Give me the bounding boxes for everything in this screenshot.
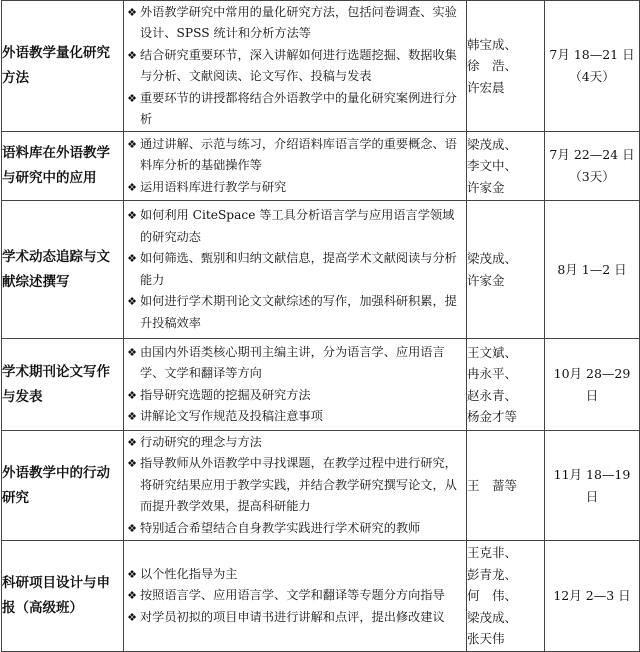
content-bullet-item [124,453,466,518]
content-bullet-text: 以个性化指导为主 [140,566,238,581]
course-dates [545,1,640,132]
date-line: 日 [585,488,599,504]
content-bullet-item [124,432,466,454]
course-row [2,201,640,339]
course-topic-line: 科研项目设计与申 [2,575,110,591]
course-teachers [467,541,545,652]
teacher-name: 韩宝成、 [467,36,518,52]
diamond-bullet-icon: ❖ [127,252,137,265]
diamond-bullet-icon: ❖ [127,457,137,471]
teacher-name: 王文斌、 [467,344,518,360]
course-teachers [467,1,545,132]
course-topic-line: 学术期刊论文写作 [2,363,110,380]
content-bullet-text: 如何筛选、甄别和归纳文献信息，提高学术文献阅读与分析能力 [140,251,457,287]
course-topic-line: 研究 [2,489,29,506]
date-line: （4天） [569,69,615,84]
course-topic-line: 与研究中的应用 [2,170,97,186]
content-bullet-item [124,205,466,248]
course-content [124,201,467,339]
course-topic [2,1,124,132]
content-bullet-text: 由国内外语类核心期刊主编主讲，分为语言学、应用语言学、文学和翻译等方向 [140,344,445,380]
course-topic-line: 方法 [2,70,29,86]
content-bullet-item [124,2,466,45]
content-bullet-text: 行动研究的理念与方法 [140,434,262,449]
course-row [2,132,640,201]
course-dates [545,201,640,339]
content-bullet-item [124,177,466,199]
content-bullet-text: 指导教师从外语教学中寻找课题，在教学过程中进行研究，将研究结果应用于教学实践，并结合教学研究撰写论文，从而提升教学效果，提高科研能力 [140,456,457,514]
content-bullet-text: 特别适合希望结合自身教学实践进行学术研究的教师 [140,520,421,535]
date-line: 12月 2—3 日 [553,588,631,603]
date-line: 10月 28—29 [553,365,631,381]
course-dates [545,132,640,201]
course-teachers [467,431,545,541]
content-bullet-item [124,45,466,88]
content-bullet-item [124,342,466,385]
teacher-name: 许宏晨 [467,79,505,95]
content-bullet-item [124,564,466,586]
teacher-name: 梁茂成、 [467,136,518,152]
course-row [2,339,640,431]
content-bullet-text: 对学员初拟的项目申请书进行讲解和点评，提出修改建议 [140,609,445,624]
course-topic-line: 外语教学中的行动 [2,464,110,481]
course-topic [2,201,124,339]
date-line: 7月 18—21 日 [549,47,635,62]
course-topic [2,431,124,541]
diamond-bullet-icon: ❖ [127,209,137,222]
teacher-name: 王 蔷等 [467,477,518,493]
date-line: 7月 22—24 日 [549,147,635,162]
course-topic-line: 与发表 [2,388,43,405]
course-topic-line: 献综述撰写 [2,273,70,290]
content-bullet-item [124,518,466,540]
content-bullet-text: 按照语言学、应用语言学、文学和翻译等专题分方向指导 [140,588,445,603]
content-bullet-text: 如何利用 CiteSpace 等工具分析语言学与应用语言学领域的研究动态 [140,208,455,244]
diamond-bullet-icon: ❖ [127,295,137,308]
content-bullet-item [124,291,466,334]
diamond-bullet-icon: ❖ [127,388,137,402]
diamond-bullet-icon: ❖ [127,521,137,535]
content-bullet-item [124,134,466,177]
course-row [2,1,640,132]
course-row [2,541,640,652]
content-bullet-text: 运用语料库进行教学与研究 [140,179,287,194]
content-bullet-text: 结合研究重要环节，深入讲解如何进行选题挖掘、数据收集与分析、文献阅读、论文写作、投稿与发表 [140,47,457,83]
course-topic [2,541,124,652]
content-bullet-text: 重要环节的讲授都将结合外语教学中的量化研究案例进行分析 [140,90,457,126]
teacher-name: 许家金 [467,272,505,288]
course-topic-line: 语料库在外语教学 [2,145,110,161]
course-row [2,431,640,541]
diamond-bullet-icon: ❖ [127,589,137,603]
teacher-name: 赵永青、 [467,387,518,403]
course-topic-line: 学术动态追踪与文 [2,248,110,265]
diamond-bullet-icon: ❖ [127,137,137,151]
content-bullet-item [124,385,466,407]
diamond-bullet-icon: ❖ [127,435,137,449]
course-topic [2,132,124,201]
course-topic-line: 外语教学量化研究 [2,45,110,61]
course-topic [2,339,124,431]
diamond-bullet-icon: ❖ [127,48,137,62]
course-content [124,1,467,132]
course-teachers [467,132,545,201]
content-bullet-item [124,607,466,629]
diamond-bullet-icon: ❖ [127,410,137,423]
content-bullet-item [124,248,466,291]
teacher-name: 冉永平、 [467,366,518,381]
diamond-bullet-icon: ❖ [127,180,137,194]
course-schedule-table [1,0,640,652]
date-line: （3天） [569,169,615,184]
teacher-name: 许家金 [467,179,505,195]
diamond-bullet-icon: ❖ [127,567,137,581]
date-line: 日 [585,387,599,403]
content-bullet-text: 讲解论文写作规范及投稿注意事项 [140,409,323,423]
course-content [124,339,467,431]
course-dates [545,431,640,541]
date-line: 11月 18—19 [553,466,631,482]
content-bullet-text: 外语教学研究中常用的量化研究方法，包括问卷调查、实验设计、SPSS 统计和分析方法等 [140,4,457,40]
date-line: 8月 1—2 日 [557,261,627,277]
course-content [124,431,467,541]
schedule-body [2,1,640,652]
content-bullet-item [124,406,466,428]
diamond-bullet-icon: ❖ [127,91,137,105]
teacher-name: 张天伟 [467,631,505,647]
teacher-name: 梁茂成、 [467,609,518,625]
course-topic-line: 报（高级班） [2,600,83,616]
content-bullet-text: 通过讲解、示范与练习，介绍语料库语言学的重要概念、语料库分析的基础操作等 [140,136,457,173]
course-teachers [467,339,545,431]
teacher-name: 梁茂成、 [467,251,518,266]
teacher-name: 杨金才等 [467,409,518,424]
content-bullet-item [124,88,466,131]
teacher-name: 何 伟、 [467,588,518,604]
content-bullet-item [124,585,466,607]
course-teachers [467,201,545,339]
teacher-name: 徐 浩、 [467,58,518,74]
course-dates [545,541,640,652]
teacher-name: 彭青龙、 [467,566,518,582]
content-bullet-text: 指导研究选题的挖掘及研究方法 [140,387,311,402]
teacher-name: 李文中、 [467,158,518,174]
diamond-bullet-icon: ❖ [127,5,137,19]
content-bullet-text: 如何进行学术期刊论文文献综述的写作，加强科研积累，提升投稿效率 [140,294,457,330]
teacher-name: 王克非、 [467,545,518,561]
diamond-bullet-icon: ❖ [127,610,137,624]
course-dates [545,339,640,431]
diamond-bullet-icon: ❖ [127,345,137,359]
course-content [124,132,467,201]
course-content [124,541,467,652]
